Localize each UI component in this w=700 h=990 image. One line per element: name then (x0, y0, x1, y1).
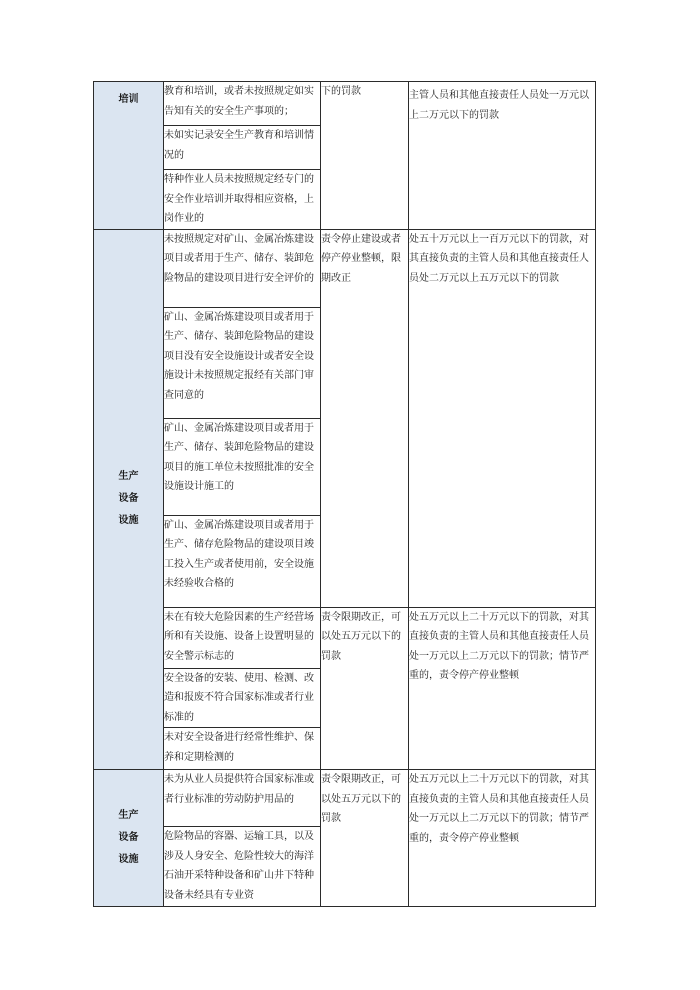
category-label: 生产 (118, 471, 139, 483)
behavior-cell: 未对安全设备进行经常性维护、保养和定期检测的 (164, 728, 321, 770)
measure-cell: 责令限期改正，可以处五万元以下的罚款 (321, 770, 409, 907)
measure-cell: 责令限期改正，可以处五万元以下的罚款 (321, 607, 409, 770)
behavior-cell: 矿山、金属冶炼建设项目或者用于生产、储存危险物品的建设项目竣工投入生产或者使用前，安全设施未经验收合格的 (164, 515, 321, 607)
category-label: 设备 (118, 832, 139, 843)
measure-cell: 责令停止建设或者停产停业整顿，限期改正 (321, 229, 409, 607)
penalty-cell: 处五十万元以上一百万元以下的罚款，对其直接负责的主管人员和其他直接责任人员处二万元以上五万元以下的罚款 (409, 229, 596, 607)
behavior-cell: 未按照规定对矿山、金属冶炼建设项目或者用于生产、储存、装卸危险物品的建设项目进行安全评价的 (164, 229, 321, 307)
penalty-table (93, 81, 596, 907)
behavior-cell: 未在有较大危险因素的生产经营场所和有关设施、设备上设置明显的安全警示标志的 (164, 607, 321, 668)
category-label: 设施 (118, 854, 139, 865)
category-label: 培训 (118, 94, 139, 105)
behavior-cell: 矿山、金属冶炼建设项目或者用于生产、储存、装卸危险物品的建设项目的施工单位未按照批准的安全设施设计施工的 (164, 418, 321, 515)
behavior-cell: 危险物品的容器、运输工具，以及涉及人身安全、危险性较大的海洋石油开采特种设备和矿山井下特种设备未经具有专业资 (164, 827, 321, 907)
table-row (94, 229, 596, 307)
behavior-cell: 特种作业人员未按照规定经专门的安全作业培训并取得相应资格，上岗作业的 (164, 170, 321, 230)
behavior-cell: 未为从业人员提供符合国家标准或者行业标准的劳动防护用品的 (164, 770, 321, 827)
penalty-cell: 处五万元以上二十万元以下的罚款，对其直接负责的主管人员和其他直接责任人员处一万元以上二万元以下的罚款；情节严重的，责令停产停业整顿 (409, 770, 596, 907)
table-row (94, 82, 596, 126)
category-label: 设施 (118, 515, 139, 527)
table-row (94, 607, 596, 668)
category-cell (94, 770, 164, 907)
penalty-cell: 处五万元以上二十万元以下的罚款，对其直接负责的主管人员和其他直接责任人员处一万元以上二万元以下的罚款；情节严重的，责令停产停业整顿 (409, 607, 596, 770)
behavior-cell: 教育和培训，或者未按照规定如实告知有关的安全生产事项的； (164, 82, 321, 126)
measure-cell: 下的罚款 (321, 82, 409, 230)
category-cell (94, 82, 164, 230)
behavior-cell: 未如实记录安全生产教育和培训情况的 (164, 126, 321, 170)
behavior-cell: 安全设备的安装、使用、检测、改造和报废不符合国家标准或者行业标准的 (164, 668, 321, 728)
category-label: 设备 (118, 493, 139, 505)
category-label: 生产 (118, 810, 139, 821)
category-cell (94, 229, 164, 770)
table-row (94, 770, 596, 827)
penalty-cell: 主管人员和其他直接责任人员处一万元以上二万元以下的罚款 (409, 82, 596, 230)
behavior-cell: 矿山、金属冶炼建设项目或者用于生产、储存、装卸危险物品的建设项目没有安全设施设计或者安全设施设计未按照规定报经有关部门审查同意的 (164, 307, 321, 418)
